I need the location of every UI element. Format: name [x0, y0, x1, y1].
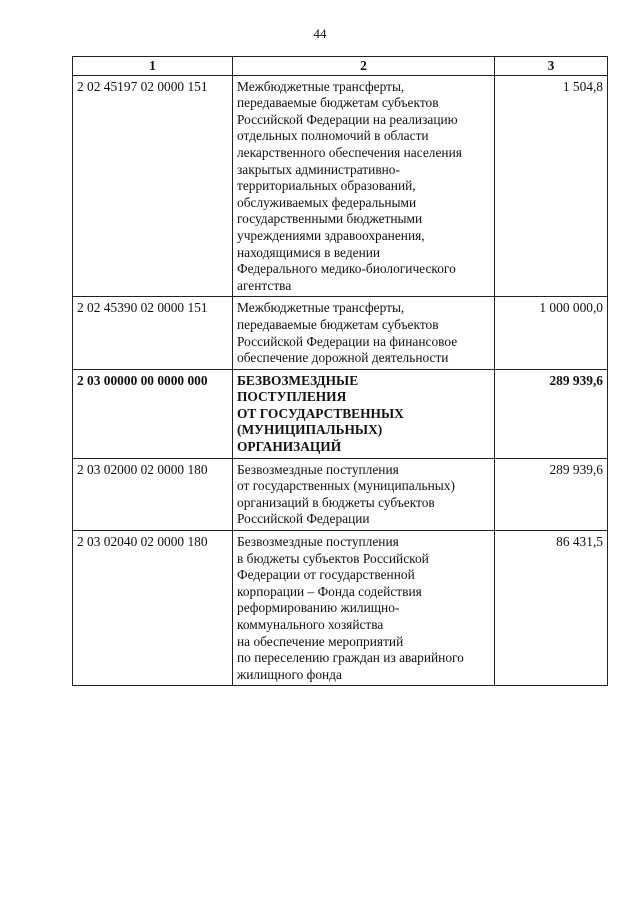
row-code: 2 02 45390 02 0000 151 [73, 297, 233, 369]
column-header-amount: 3 [495, 57, 608, 76]
row-amount: 1 504,8 [495, 75, 608, 297]
table-row-section-total [73, 369, 608, 458]
row-amount: 289 939,6 [495, 458, 608, 530]
row-amount: 1 000 000,0 [495, 297, 608, 369]
row-name: БЕЗВОЗМЕЗДНЫЕ ПОСТУПЛЕНИЯ ОТ ГОСУДАРСТВЕННЫХ (МУНИЦИПАЛЬНЫХ) ОРГАНИЗАЦИЙ [233, 369, 495, 458]
row-amount: 86 431,5 [495, 531, 608, 686]
budget-revenue-table [72, 56, 608, 686]
row-code: 2 03 02040 02 0000 180 [73, 531, 233, 686]
table-row [73, 297, 608, 369]
row-code: 2 03 00000 00 0000 000 [73, 369, 233, 458]
row-name: Безвозмездные поступления от государственных (муниципальных) организаций в бюджеты субъектов Российской Федерации [233, 458, 495, 530]
table-row [73, 75, 608, 297]
table-header-row [73, 57, 608, 76]
row-name: Межбюджетные трансферты, передаваемые бюджетам субъектов Российской Федерации на реализацию отдельных полномочий в области лекарственного обеспечения населения закрытых административно- территориальных образований, обслуживаемых федеральными государственными бюджетными учреждениями здравоохранения, находящимися в ведении Федерального медико-биологического агентства [233, 75, 495, 297]
row-code: 2 02 45197 02 0000 151 [73, 75, 233, 297]
table-row [73, 531, 608, 686]
table-row [73, 458, 608, 530]
column-header-name: 2 [233, 57, 495, 76]
row-code: 2 03 02000 02 0000 180 [73, 458, 233, 530]
page-number: 44 [313, 26, 327, 41]
row-name: Межбюджетные трансферты, передаваемые бюджетам субъектов Российской Федерации на финансовое обеспечение дорожной деятельности [233, 297, 495, 369]
row-amount: 289 939,6 [495, 369, 608, 458]
row-name: Безвозмездные поступления в бюджеты субъектов Российской Федерации от государственной корпорации – Фонда содействия реформированию жилищно- коммунального хозяйства на обеспечение мероприятий по переселению граждан из аварийного жилищного фонда [233, 531, 495, 686]
column-header-code: 1 [73, 57, 233, 76]
